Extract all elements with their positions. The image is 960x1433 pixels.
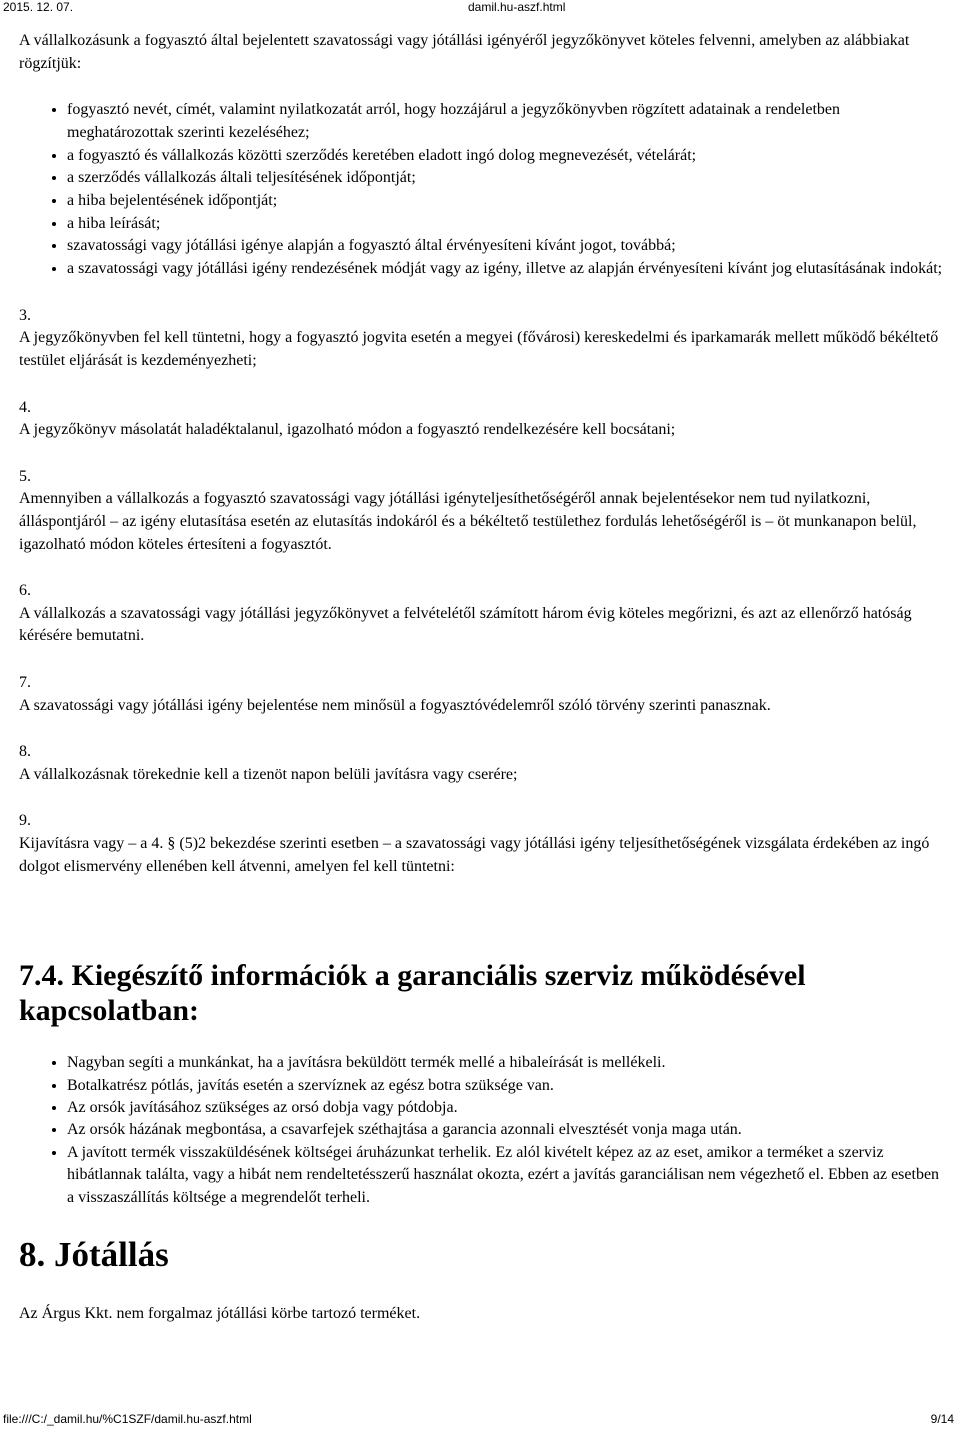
section-number: 4. <box>19 398 31 416</box>
section-text: A jegyzőkönyv másolatát haladéktalanul, igazolható módon a fogyasztó rendelkezésére kell bocsátani; <box>19 421 676 439</box>
section-7 <box>19 672 944 717</box>
print-date: 2015. 12. 07. <box>3 0 74 14</box>
list-item: • a szavatossági vagy jótállási igény rendezésének módját vagy az igény, illetve az alapján érvényesíteni kívánt jog elutasításának indokát; <box>67 258 944 281</box>
list-item: • A javított termék visszaküldésének költségei áruházunkat terhelik. Ez alól kivételt képez az az eset, amikor a terméket a szerviz hibátlannak találta, vagy a hibát nem rendeltetésszerű használat okozta, ezért a javítás garanciálisan nem végezhető el. Ebben az esetben a visszaszállítás költsége a megrendelőt terheli. <box>67 1142 944 1209</box>
document-body <box>19 30 944 1326</box>
list-item: • a fogyasztó és vállalkozás közötti szerződés keretében eladott ingó dolog megnevezését, vételárát; <box>67 145 944 168</box>
list-item: • Botalkatrész pótlás, javítás esetén a szervíznek az egész botra szüksége van. <box>67 1075 944 1097</box>
section-text: Amennyiben a vállalkozás a fogyasztó szavatossági vagy jótállási igényteljesíthetőségéről annak bejelentésekor nem tud nyilatkozni, álláspontjáról – az igény elutasítása esetén az elutasítás indokáról és a békéltető testülethez fordulás lehetőségéről is – öt munkanapon belül, igazolható módon köteles értesíteni a fogyasztót. <box>19 490 917 553</box>
section-number: 5. <box>19 467 31 485</box>
section-text: A vállalkozásnak törekednie kell a tizenöt napon belüli javításra vagy cserére; <box>19 765 518 783</box>
print-header <box>0 0 960 16</box>
heading-7-4: 7.4. Kiegészítő információk a garanciális szerviz működésével kapcsolatban: <box>19 959 806 1028</box>
list-item: • szavatossági vagy jótállási igénye alapján a fogyasztó által érvényesíteni kívánt jogot, továbbá; <box>67 235 944 258</box>
section-number: 6. <box>19 582 31 600</box>
section-4 <box>19 397 944 442</box>
list-item: • a hiba bejelentésének időpontját; <box>67 190 944 213</box>
list-item: • a hiba leírását; <box>67 213 944 236</box>
section-number: 8. <box>19 743 31 761</box>
list-item: • Az orsók javításához szükséges az orsó dobja vagy pótdobja. <box>67 1097 944 1119</box>
section-8 <box>19 741 944 786</box>
section-text: A vállalkozás a szavatossági vagy jótállási jegyzőkönyvet a felvételétől számított három évig köteles megőrizni, és azt az ellenőrző hatóság kérésére bemutatni. <box>19 604 912 645</box>
list-item: • fogyasztó nevét, címét, valamint nyilatkozatát arról, hogy hozzájárul a jegyzőkönyvben rögzített adatainak a rendeletben meghatározottak szerinti kezeléséhez; <box>67 99 944 144</box>
section-number: 3. <box>19 306 31 324</box>
section-text: A jegyzőkönyvben fel kell tüntetni, hogy a fogyasztó jogvita esetén a megyei (fővárosi) kereskedelmi és iparkamarák mellett működő békéltető testület eljárását is kezdeményezheti; <box>19 329 939 369</box>
section-5 <box>19 466 944 556</box>
section-6 <box>19 580 944 648</box>
service-info-list <box>19 1052 944 1209</box>
record-items-list <box>19 99 944 281</box>
intro-paragraph: A vállalkozásunk a fogyasztó által bejelentett szavatossági vagy jótállási igényéről jegyzőkönyvet köteles felvenni, amelyben az alábbiakat rögzítjük: <box>19 32 910 72</box>
page-number: 9/14 <box>930 1412 954 1426</box>
section-number: 7. <box>19 673 31 691</box>
list-item: • Nagyban segíti a munkánkat, ha a javításra beküldött termék mellé a hibaleírását is mellékeli. <box>67 1052 944 1074</box>
print-footer <box>0 1412 960 1428</box>
list-item: • Az orsók házának megbontása, a csavarfejek széthajtása a garancia azonnali elvesztését vonja maga után. <box>67 1119 944 1141</box>
warranty-paragraph: Az Árgus Kkt. nem forgalmaz jótállási körbe tartozó terméket. <box>19 1304 421 1322</box>
section-text: Kijavításra vagy – a 4. § (5)2 bekezdése szerinti esetben – a szavatossági vagy jótállási igény teljesíthetőségének vizsgálata érdekében az ingó dolgot elismervény ellenében kell átvenni, amelyen fel kell tüntetni: <box>19 834 930 875</box>
heading-8: 8. Jótállás <box>19 1234 169 1274</box>
file-url: file:///C:/_damil.hu/%C1SZF/damil.hu-aszf.html <box>3 1412 252 1426</box>
section-3 <box>19 305 944 373</box>
print-title: damil.hu-aszf.html <box>468 0 566 14</box>
section-9 <box>19 810 944 878</box>
section-number: 9. <box>19 812 31 830</box>
list-item: • a szerződés vállalkozás általi teljesítésének időpontját; <box>67 167 944 190</box>
section-text: A szavatossági vagy jótállási igény bejelentése nem minősül a fogyasztóvédelemről szóló törvény szerinti panasznak. <box>19 696 771 714</box>
